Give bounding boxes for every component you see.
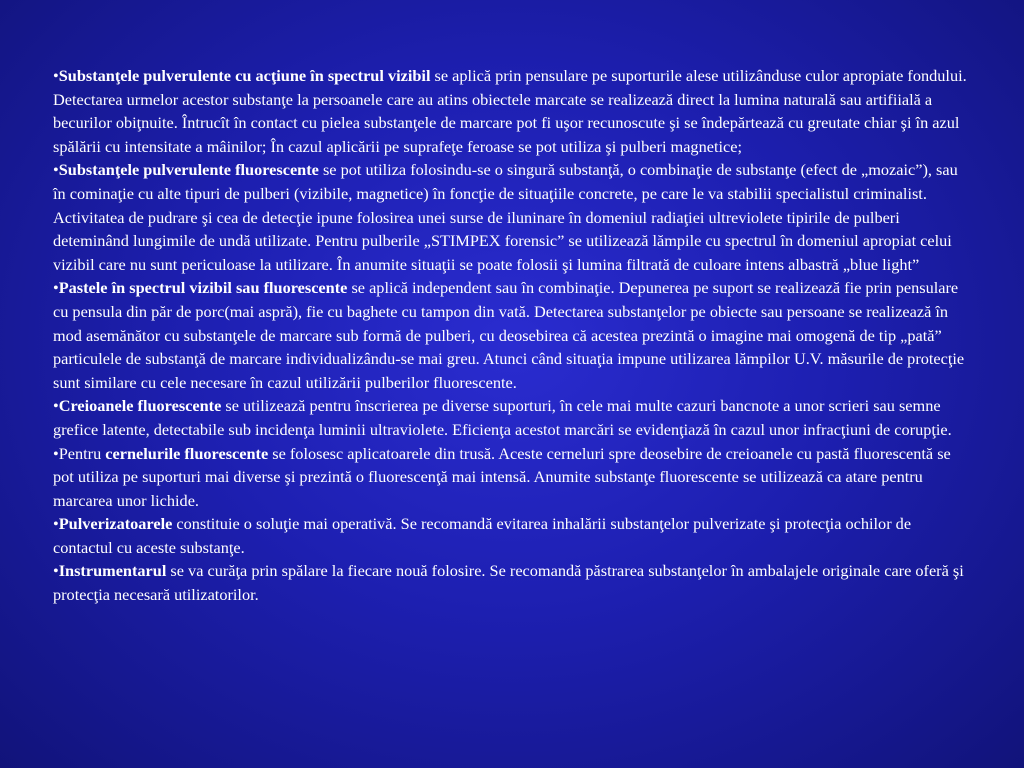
- slide-body: [53, 64, 971, 607]
- bullet: •: [53, 443, 59, 463]
- paragraph-heading: Substanţele pulverulente cu acţiune în spectrul vizibil: [58, 66, 431, 85]
- paragraph-heading: Creioanele fluorescente: [58, 396, 222, 416]
- paragraph-text: se utilizează pentru înscrierea pe diverse suporturi, în cele mai multe cazuri bancnote a unor scrieri sau semne grefice latente, detectabile sub incidenţa luminii ultraviolete. Eficienţa acestot marcări se evidenţiază în cazul unor infracţiuni de corupţie.: [53, 396, 952, 439]
- paragraph-pulberi-fluorescente: [53, 158, 971, 276]
- paragraph-cerneluri: [53, 442, 971, 513]
- bullet: •: [53, 561, 59, 581]
- paragraph-prefix: Pentru: [58, 443, 106, 463]
- paragraph-text: constituie o soluţie mai operativă. Se recomandă evitarea inhalării substanţelor pulverizate şi protecţia ochilor de contactul cu aceste substanţe.: [53, 514, 912, 557]
- paragraph-text: se aplică independent sau în combinaţie. Depunerea pe suport se realizează fie prin pensulare cu pensula din păr de porc(mai aspră), fie cu baghete cu tampon din vată. Detectarea substanţelor pe obiecte sau persoane se realizează în mod asemănător cu substanţele de marcare sub formă de pulberi, cu deosebirea că acestea prezintă o imagine mai omogenă de tip „pată” particulele de substanţă de marcare individualizându-se mai greu. Atunci când situaţia impune utilizarea lămpilor U.V. măsurile de protecţie sunt similare cu cele necesare în cazul utilizării pulberilor fluorescente.: [53, 278, 965, 392]
- paragraph-text: se aplică prin pensulare pe suporturile alese utilizânduse culor apropiate fondului. Detectarea urmelor acestor substanţe la persoanele care au atins obiectele marcate se realizează direct la lumina naturală sau artifiială a becurilor obiţnuite. Întrucît în contact cu pielea substanţele de marcare pot fi uşor recunoscute şi se îndepărtează cu greutate chiar şi în azul spălării cu intensitate a mâinilor; În cazul aplicării pe suprafeţe feroase se pot utiliza şi pulberi magnetice;: [53, 66, 967, 156]
- bullet: •: [53, 514, 59, 534]
- bullet: •: [53, 278, 59, 298]
- bullet: •: [53, 396, 59, 416]
- paragraph-creioane: [53, 394, 971, 441]
- paragraph-heading: Substanţele pulverulente fluorescente: [58, 160, 319, 180]
- paragraph-heading: Instrumentarul: [58, 561, 167, 581]
- paragraph-heading: Pastele în spectrul vizibil sau fluorescente: [58, 278, 348, 298]
- bullet: •: [53, 66, 59, 85]
- paragraph-instrumentar: [53, 559, 971, 606]
- paragraph-text: se pot utiliza folosindu-se o singură substanţă, o combinaţie de substanţe (efect de „mozaic”), sau în cominaţie cu alte tipuri de pulberi (vizibile, magnetice) în foncţie de situaţiile concrete, pe care le va stabilii specialistul criminalist. Activitatea de pudrare şi cea de detecţie ipune folosirea unei surse de iluninare în domeniul radiaţiei ultreviolete tipirile de pulberi deteminând lungimile de undă utilizate. Pentru pulberile „STIMPEX forensic” se utilizează lămpile cu spectrul în domeniul apropiat celui vizibil care nu sunt periculoase la utilizare. În anumite situaţii se poate folosii şi lumina filtrată de culoare intens albastră „blue light”: [53, 160, 958, 274]
- paragraph-pulberi-vizibile: [53, 64, 971, 158]
- paragraph-heading: cernelurile fluorescente: [105, 443, 269, 463]
- paragraph-heading: Pulverizatoarele: [58, 514, 173, 534]
- paragraph-pastele: [53, 276, 971, 394]
- paragraph-text: se folosesc aplicatoarele din trusă. Aceste cerneluri spre deosebire de creioanele cu pastă fluorescentă se pot utiliza pe suporturi mai diverse şi prezintă o fluorescenţă mai intensă. Anumite substanţe fluorescente se utilizează ca atare pentru marcarea unor lichide.: [53, 443, 951, 510]
- bullet: •: [53, 160, 59, 180]
- paragraph-text: se va curăţa prin spălare la fiecare nouă folosire. Se recomandă păstrarea substanţelor în ambalajele originale care oferă şi protecţia necesară utilizatorilor.: [53, 561, 964, 605]
- paragraph-pulverizatoare: [53, 512, 971, 559]
